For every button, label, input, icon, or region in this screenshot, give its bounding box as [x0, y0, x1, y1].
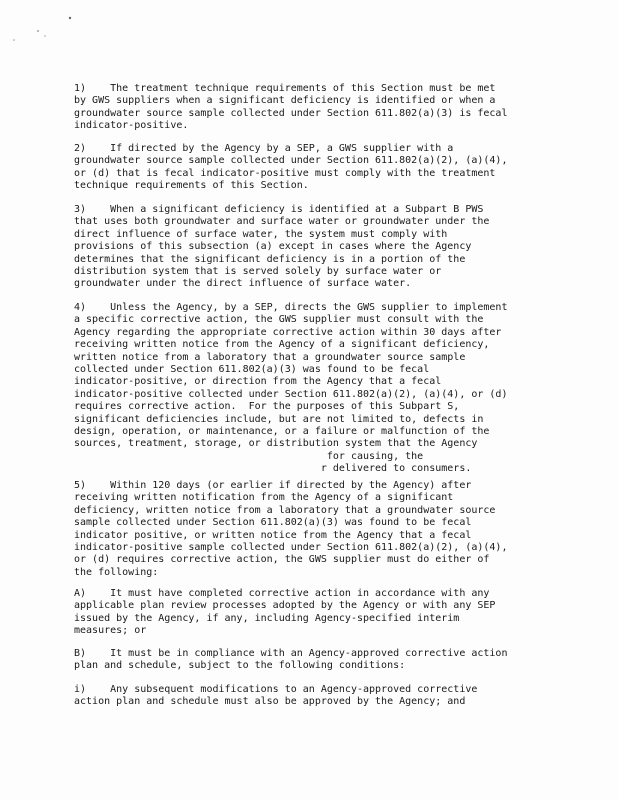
text-line: by GWS suppliers when a significant deficiency is identified or when a	[74, 95, 496, 107]
paragraph-1	[74, 83, 546, 133]
text-line: 3) When a significant deficiency is identified at a Subpart B PWS	[74, 204, 484, 215]
text-line: 2) If directed by the Agency by a SEP, a GWS supplier with a	[74, 143, 454, 154]
text-line: indicator-positive collected under Section 611.802(a)(2), (a)(4), or (d)	[74, 388, 508, 400]
text-line: applicable plan review processes adopted by the Agency or with any SEP	[74, 600, 496, 612]
text-line: design, operation, or maintenance, or a failure or malfunction of the	[74, 425, 490, 437]
text-line: deficiency, written notice from a laboratory that a groundwater source	[74, 504, 496, 516]
text-line: indicator-positive, or direction from the Agency that a fecal	[74, 376, 442, 388]
paragraph-3	[74, 204, 546, 291]
text-line: sample collected under Section 611.802(a)(3) was found to be fecal	[74, 517, 472, 529]
text-line: i) Any subsequent modifications to an Agency-approved corrective	[74, 684, 478, 695]
text-line: or (d) that is fecal indicator-positive must comply with the treatment	[74, 167, 496, 179]
text-line: receiving written notice from the Agency of a significant deficiency,	[74, 339, 490, 351]
text-line: sources, treatment, storage, or distribution system that the Agency	[74, 438, 478, 450]
text-line: action plan and schedule must also be approved by the Agency; and	[74, 696, 466, 708]
text-line: indicator-positive sample collected under Section 611.802(a)(2), (a)(4),	[74, 541, 508, 553]
text-line: that uses both groundwater and surface water or groundwater under the	[74, 216, 490, 228]
text-line: provisions of this subsection (a) except in cases where the Agency	[74, 241, 472, 253]
text-line: groundwater under the direct influence of surface water.	[74, 278, 412, 290]
text-line: B) It must be in compliance with an Agency-approved corrective action	[74, 648, 508, 659]
text-line: r delivered to consumers.	[74, 463, 472, 475]
text-line: groundwater source sample collected under Section 611.802(a)(2), (a)(4),	[74, 155, 508, 167]
text-line: 1) The treatment technique requirements of this Section must be met	[74, 83, 496, 94]
text-line: collected under Section 611.802(a)(3) was found to be fecal	[74, 363, 430, 375]
text-line: 4) Unless the Agency, by a SEP, directs the GWS supplier to implement	[74, 302, 508, 313]
text-line: distribution system that is served solely by surface water or	[74, 265, 442, 277]
text-line: measures; or	[74, 625, 147, 637]
text-line: requires corrective action. For the purposes of this Subpart S,	[74, 401, 460, 413]
text-line: A) It must have completed corrective action in accordance with any	[74, 588, 490, 599]
text-line: or (d) requires corrective action, the GWS supplier must do either of	[74, 554, 490, 566]
text-line: plan and schedule, subject to the following conditions:	[74, 660, 406, 672]
paragraph-i	[74, 684, 546, 709]
text-line: determines that the significant deficiency is in a portion of the	[74, 253, 466, 265]
text-line: 5) Within 120 days (or earlier if directed by the Agency) after	[74, 480, 472, 491]
text-line: direct influence of surface water, the system must comply with	[74, 228, 448, 240]
paragraph-5	[74, 480, 546, 579]
text-line: groundwater source sample collected under Section 611.802(a)(3) is fecal	[74, 107, 508, 119]
text-line: for causing, the	[74, 450, 424, 462]
text-line: receiving written notification from the Agency of a significant	[74, 492, 454, 504]
text-line: technique requirements of this Section.	[74, 180, 309, 192]
paragraph-a	[74, 588, 546, 638]
text-line: a specific corrective action, the GWS supplier must consult with the	[74, 314, 484, 326]
paragraph-b	[74, 648, 546, 673]
paragraph-2	[74, 143, 546, 193]
paragraph-4	[74, 302, 546, 475]
text-line: written notice from a laboratory that a groundwater source sample	[74, 351, 466, 363]
text-line: significant deficiencies include, but are not limited to, defects in	[74, 413, 484, 425]
text-line: Agency regarding the appropriate corrective action within 30 days after	[74, 326, 502, 338]
text-line: indicator positive, or written notice from the Agency that a fecal	[74, 529, 472, 541]
text-line: the following:	[74, 566, 159, 578]
text-line: issued by the Agency, if any, including Agency-specified interim	[74, 612, 460, 624]
text-line: indicator-positive.	[74, 120, 189, 132]
